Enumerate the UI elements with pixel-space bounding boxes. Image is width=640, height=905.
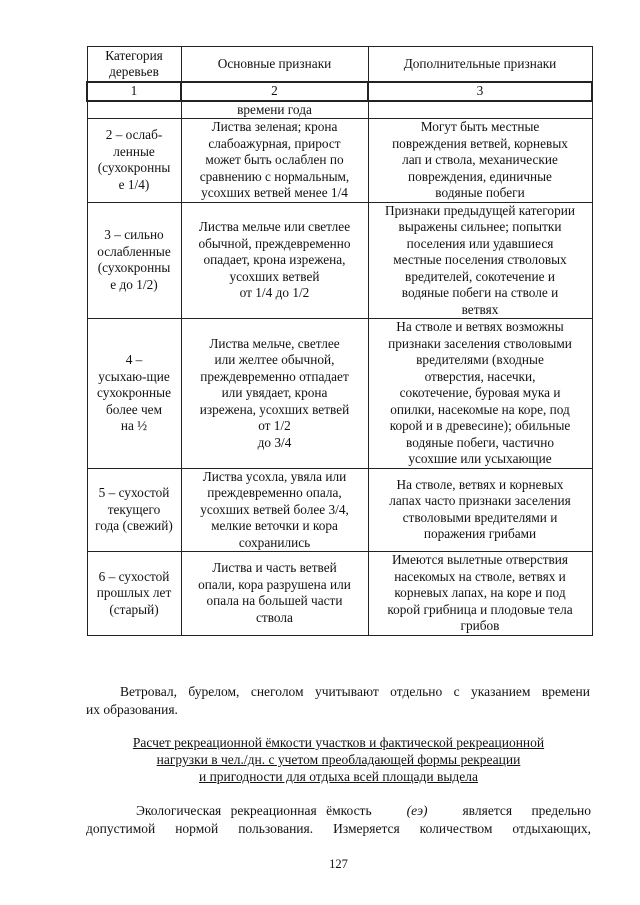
table-row [87, 119, 592, 203]
extra-signs-cell: Могут быть местные повреждения ветвей, корневых лап и ствола, механические повреждения, единичные водяные побеги [368, 119, 592, 203]
tree-condition-table [86, 46, 593, 636]
page-number: 127 [329, 857, 348, 871]
main-signs-cell: Листва и часть ветвей опали, кора разрушена или опала на большей части ствола [181, 552, 368, 636]
category-cell: 2 – ослаб- ленные (сухокронны е 1/4) [87, 119, 181, 203]
column-number-row [87, 82, 592, 101]
table-row [87, 468, 592, 552]
paragraph1-line2: их образования. [86, 702, 178, 717]
extra-signs-cell: На стволе, ветвях и корневых лапах часто признаки заселения стволовыми вредителями и поражения грибами [368, 468, 592, 552]
header-row [87, 47, 592, 83]
table-row [87, 552, 592, 636]
extra-signs-cell: На стволе и ветвях возможны признаки заселения стволовыми вредителями (входные отверстия, насечки, сокотечение, буровая мука и опилки, насекомые на коре, под корой и в древесине); обильные водяные побеги, частично усохшие или усыхающие [368, 319, 592, 469]
extra-signs-cell: Имеются вылетные отверствия насекомых на стволе, ветвях и корневых лапах, на коре и под корой грибница и плодовые тела грибов [368, 552, 592, 636]
main-signs-cell: Листва зеленая; крона слабоажурная, прирост может быть ослаблен по сравнению с нормальным, усохших ветвей менее 1/4 [181, 119, 368, 203]
table-row [87, 319, 592, 469]
p2-text-start: Экологическая рекреационная ёмкость [136, 803, 372, 818]
main-signs-cell: Листва мельче или светлее обычной, преждевременно опадает, крона изрежена, усохших ветвей от 1/4 до 1/2 [181, 202, 368, 319]
heading-line2: нагрузки в чел./дн. с учетом преобладающей формы рекреации [156, 752, 521, 767]
paragraph2-line1 [136, 802, 591, 819]
main-signs-cell: Листва мельче, светлее или желтее обычной, преждевременно отпадает или увядает, крона изрежена, усохших ветвей от 1/2 до 3/4 [181, 319, 368, 469]
col-number: 1 [87, 82, 181, 101]
header-main-signs: Основные признаки [181, 47, 368, 83]
header-extra-signs: Дополнительные признаки [368, 47, 592, 83]
header-category: Категория деревьев [87, 47, 181, 83]
heading-line3: и пригодности для отдыха всей площади выдела [198, 769, 479, 784]
continuation-text: времени года [181, 101, 368, 119]
continuation-row [87, 101, 592, 119]
main-signs-cell: Листва усохла, увяла или преждевременно опала, усохших ветвей более 3/4, мелкие веточки и кора сохранились [181, 468, 368, 552]
category-cell: 5 – сухостой текущего года (свежий) [87, 468, 181, 552]
heading-line1: Расчет рекреационной ёмкости участков и фактической рекреационной [132, 735, 545, 750]
extra-signs-cell: Признаки предыдущей категории выражены сильнее; попытки поселения или удавшиеся местные поселения стволовых вредителей, сокотечение и водяные побеги на стволе и ветвях [368, 202, 592, 319]
category-cell: 4 – усыхаю-щие сухокронные более чем на ½ [87, 319, 181, 469]
col-number: 3 [368, 82, 592, 101]
category-cell: 6 – сухостой прошлых лет (старый) [87, 552, 181, 636]
paragraph2-line2: допустимой нормой пользования. Измеряется количеством отдыхающих, [86, 821, 591, 836]
category-cell: 3 – сильно ослабленные (сухокронны е до 1/2) [87, 202, 181, 319]
capacity-symbol: (еэ) [406, 803, 428, 818]
table-row [87, 202, 592, 319]
paragraph1-line1: Ветровал, бурелом, снеголом учитывают отдельно с указанием времени [120, 684, 590, 699]
col-number: 2 [181, 82, 368, 101]
p2-text-end: является предельно [462, 803, 591, 818]
